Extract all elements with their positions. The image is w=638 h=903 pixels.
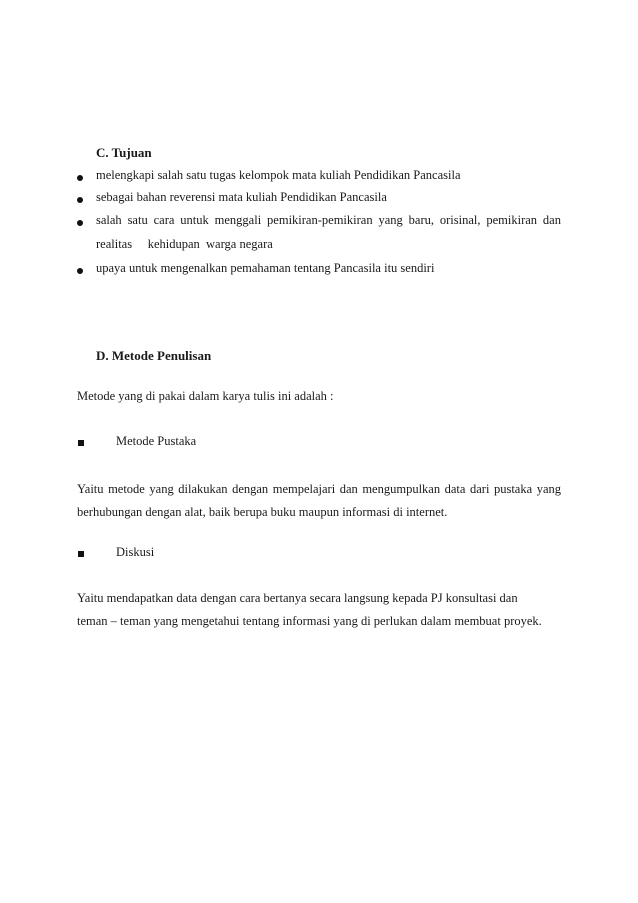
bullet-dot-icon bbox=[77, 220, 83, 226]
bullet-square-icon bbox=[78, 440, 84, 446]
method-pustaka-desc-line2: berhubungan dengan alat, baik berupa buku maupun informasi di internet. bbox=[77, 505, 448, 519]
bullet-dot-icon bbox=[77, 197, 83, 203]
tujuan-item-3: salah satu cara untuk menggali pemikiran-pemikiran yang baru, orisinal, pemikiran dan bbox=[96, 213, 561, 227]
tujuan-item-4: upaya untuk mengenalkan pemahaman tentang Pancasila itu sendiri bbox=[96, 261, 435, 275]
tujuan-item-2: sebagai bahan reverensi mata kuliah Pendidikan Pancasila bbox=[96, 190, 387, 204]
method-diskusi-title: Diskusi bbox=[116, 545, 155, 559]
bullet-dot-icon bbox=[77, 175, 83, 181]
method-pustaka-desc-line1: Yaitu metode yang dilakukan dengan mempelajari dan mengumpulkan data dari pustaka yang bbox=[77, 482, 561, 496]
method-diskusi-desc-line1: Yaitu mendapatkan data dengan cara bertanya secara langsung kepada PJ konsultasi dan bbox=[77, 591, 518, 605]
tujuan-item-1: melengkapi salah satu tugas kelompok mata kuliah Pendidikan Pancasila bbox=[96, 168, 461, 182]
section-d-heading: D. Metode Penulisan bbox=[96, 348, 212, 363]
section-c-heading: C. Tujuan bbox=[96, 145, 152, 160]
tujuan-item-3-continuation: realitas kehidupan warga negara bbox=[96, 237, 273, 251]
method-diskusi-desc-line2: teman – teman yang mengetahui tentang informasi yang di perlukan dalam membuat proyek. bbox=[77, 614, 542, 628]
bullet-square-icon bbox=[78, 551, 84, 557]
metode-intro: Metode yang di pakai dalam karya tulis ini adalah : bbox=[77, 389, 334, 403]
bullet-dot-icon bbox=[77, 268, 83, 274]
method-pustaka-title: Metode Pustaka bbox=[116, 434, 197, 448]
